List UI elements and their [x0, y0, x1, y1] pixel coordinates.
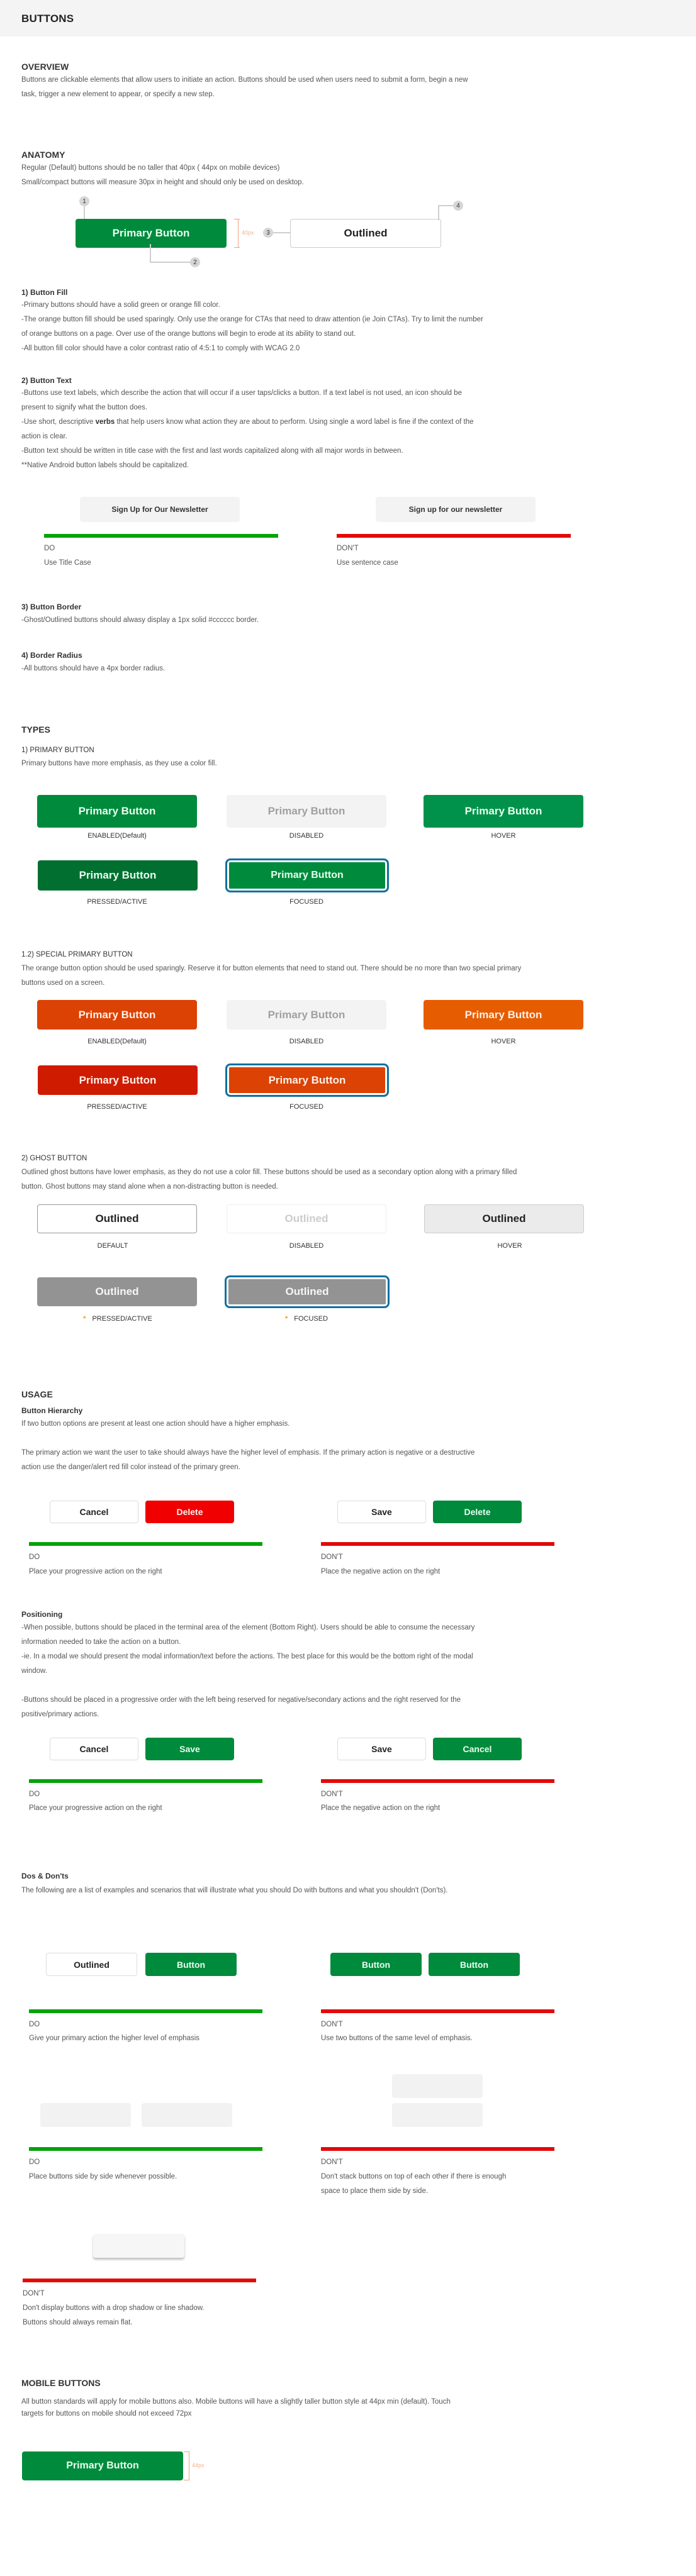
positioning-text [21, 1621, 663, 1679]
hierarchy-do-cancel-button[interactable]: Cancel [50, 1501, 138, 1523]
dont-bar [321, 1779, 554, 1783]
dont-bar [321, 2147, 554, 2151]
positioning-dont-save-button[interactable]: Save [337, 1738, 426, 1760]
state-label: * PRESSED/ACTIVE [83, 1315, 152, 1323]
dont-label: DON'T [321, 2158, 343, 2166]
special-pressed-button[interactable]: Primary Button [38, 1065, 198, 1095]
do-bar [29, 1542, 262, 1546]
hierarchy-dont-delete-button[interactable]: Delete [433, 1501, 522, 1523]
text-line: All button standards will apply for mobile buttons also. Mobile buttons will have a slightly taller button style at 44px min (default). Touch [21, 2398, 451, 2406]
do-label: DO [29, 2021, 40, 2028]
page-title: BUTTONS [21, 13, 74, 25]
shadow-button-example[interactable] [93, 2234, 184, 2258]
callout-line [438, 205, 439, 220]
text-line: action use the danger/alert red fill color instead of the primary green. [21, 1463, 240, 1471]
page-header [0, 0, 696, 36]
dont-text: Use two buttons of the same level of emphasis. [321, 2035, 473, 2042]
overview-line: task, trigger a new element to appear, or specify a new step. [21, 91, 215, 98]
overview-heading: OVERVIEW [21, 62, 69, 72]
button-fill-heading: 1) Button Fill [21, 288, 68, 297]
state-label: DISABLED [289, 1038, 324, 1045]
anatomy-line: Small/compact buttons will measure 30px in height and should only be used on desktop. [21, 179, 304, 186]
text-line: present to signify what the button does. [21, 404, 148, 411]
usage-heading: USAGE [21, 1389, 53, 1399]
anatomy-heading: ANATOMY [21, 150, 65, 160]
text-line: Don't display buttons with a drop shadow or line shadow. [23, 2304, 205, 2312]
text-line: of orange buttons on a page. Over use of the orange buttons will begin to erode at its ability to stand out. [21, 330, 356, 338]
special-enabled-button[interactable]: Primary Button [37, 1000, 197, 1030]
dont-label: DON'T [321, 1790, 343, 1798]
text-line: window. [21, 1667, 47, 1675]
text-line: -The orange button fill should be used sparingly. Only use the orange for CTAs that need to draw attention (ie Join CTAs). Try to limit the number [21, 316, 483, 323]
dont-bar [321, 2009, 554, 2013]
placeholder-button[interactable] [40, 2103, 131, 2127]
do-text: Use Title Case [44, 559, 91, 567]
text-line: -ie. In a modal we should present the modal information/text before the actions. The best place for this would be the bottom right of the modal [21, 1653, 473, 1660]
mobile-heading: MOBILE BUTTONS [21, 2378, 101, 2388]
text-line: -Use short, descriptive verbs that help users know what action they are about to perform. Using single a word label is fine if the context of the [21, 418, 474, 426]
measure-tick [234, 247, 240, 248]
text-line: action is clear. [21, 433, 67, 440]
anatomy-outlined-button[interactable]: Outlined [290, 219, 441, 248]
ex1-dont-button-1[interactable]: Button [330, 1953, 422, 1976]
ghost-button-heading: 2) GHOST BUTTON [21, 1155, 87, 1162]
hierarchy-text [21, 1446, 663, 1475]
do-text: Give your primary action the higher level of emphasis [29, 2035, 200, 2042]
placeholder-button-stacked[interactable] [392, 2103, 483, 2127]
positioning-do-cancel-button[interactable]: Cancel [50, 1738, 138, 1760]
state-label: HOVER [491, 832, 516, 840]
callout-1: 1 [79, 196, 89, 206]
button-text-text [21, 386, 651, 473]
positioning-do-save-button[interactable]: Save [145, 1738, 234, 1760]
text-line: -Buttons should be placed in a progressive order with the left being reserved for negative/secondary actions and the right reserved for the [21, 1696, 461, 1704]
special-disabled-button[interactable]: Primary Button [227, 1000, 386, 1030]
button-border-text: -Ghost/Outlined buttons should alwasy display a 1px solid #cccccc border. [21, 616, 259, 624]
ghost-disabled-button[interactable]: Outlined [227, 1204, 386, 1233]
state-label: DISABLED [289, 1242, 324, 1250]
mobile-primary-button[interactable]: Primary Button [22, 2451, 183, 2480]
state-label: FOCUSED [289, 1103, 323, 1111]
dont-text [23, 2301, 205, 2330]
special-focused-button[interactable]: Primary Button [228, 1066, 386, 1094]
text-line: The primary action we want the user to take should always have the higher level of emphasis. If the primary action is negative or a destructive [21, 1449, 475, 1457]
placeholder-button-stacked[interactable] [392, 2074, 483, 2098]
text-line: -Primary buttons should have a solid green or orange fill color. [21, 301, 220, 309]
state-label: ENABLED(Default) [87, 832, 147, 840]
anatomy-text [21, 161, 651, 190]
primary-hover-button[interactable]: Primary Button [424, 795, 583, 828]
measure-label: 44px [192, 2462, 205, 2468]
primary-button-desc: Primary buttons have more emphasis, as they use a color fill. [21, 760, 217, 767]
state-label: * FOCUSED [284, 1315, 328, 1323]
special-hover-button[interactable]: Primary Button [424, 1000, 583, 1030]
callout-line [438, 205, 454, 206]
hierarchy-dont-save-button[interactable]: Save [337, 1501, 426, 1523]
mobile-text [21, 2396, 663, 2420]
dont-label: DON'T [321, 1553, 343, 1561]
text-line: Don't stack buttons on top of each other if there is enough [321, 2173, 507, 2180]
asterisk-icon: * [284, 1315, 288, 1323]
do-label: DO [29, 1790, 40, 1798]
primary-disabled-button[interactable]: Primary Button [227, 795, 386, 828]
callout-2: 2 [190, 257, 200, 267]
text-line: space to place them side by side. [321, 2187, 429, 2195]
do-label: DO [44, 545, 55, 552]
anatomy-primary-button[interactable]: Primary Button [76, 219, 227, 248]
ghost-pressed-button[interactable]: Outlined [37, 1277, 197, 1306]
sentence-case-example-button[interactable]: Sign up for our newsletter [376, 497, 536, 522]
text-line: The orange button option should be used sparingly. Reserve it for button elements that need to stand out. There should be no more than two special primary [21, 965, 522, 972]
ex1-dont-button-2[interactable]: Button [429, 1953, 520, 1976]
state-label: PRESSED/ACTIVE [87, 1103, 147, 1111]
state-label: ENABLED(Default) [87, 1038, 147, 1045]
dont-text: Place the negative action on the right [321, 1568, 441, 1575]
overview-text [21, 73, 651, 102]
callout-4: 4 [453, 201, 463, 211]
do-bar [29, 2009, 262, 2013]
text-line: **Native Android button labels should be capitalized. [21, 462, 189, 469]
do-bar [44, 534, 278, 538]
text-line: information needed to take the action on a button. [21, 1638, 181, 1646]
positioning-text [21, 1693, 663, 1722]
dos-donts-desc: The following are a list of examples and scenarios that will illustrate what you should Do with buttons and what you shouldn't (Don'ts). [21, 1887, 448, 1894]
text-line: buttons used on a screen. [21, 979, 105, 987]
ghost-hover-button[interactable]: Outlined [424, 1204, 584, 1233]
ghost-focused-button[interactable]: Outlined [227, 1278, 387, 1306]
text-line: -Button text should be written in title case with the first and last words capitalized along with all major words in between. [21, 447, 403, 455]
dont-text [321, 2170, 506, 2199]
button-text-heading: 2) Button Text [21, 376, 72, 385]
state-label: HOVER [491, 1038, 516, 1045]
hierarchy-text: If two button options are present at least one action should have a higher emphasis. [21, 1420, 290, 1428]
positioning-dont-cancel-button[interactable]: Cancel [433, 1738, 522, 1760]
primary-pressed-button[interactable]: Primary Button [38, 860, 198, 891]
ex1-do-primary-button[interactable]: Button [145, 1953, 237, 1976]
state-label: PRESSED/ACTIVE [87, 898, 147, 906]
text-line: targets for buttons on mobile should not exceed 72px [21, 2410, 192, 2418]
primary-focused-button[interactable]: Primary Button [228, 861, 386, 890]
do-bar [29, 1779, 262, 1783]
text-line: Buttons should always remain flat. [23, 2319, 133, 2326]
asterisk-icon: * [83, 1315, 86, 1323]
ex1-do-outlined-button[interactable]: Outlined [46, 1953, 137, 1976]
text-line: -When possible, buttons should be placed in the terminal area of the element (Bottom Right). Users should be able to consume the necessary [21, 1624, 475, 1631]
hierarchy-heading: Button Hierarchy [21, 1406, 83, 1415]
state-label: DISABLED [289, 832, 324, 840]
button-border-heading: 3) Button Border [21, 602, 82, 611]
do-bar [29, 2147, 262, 2151]
dont-text: Use sentence case [337, 559, 398, 567]
measure-tick [184, 2451, 189, 2452]
border-radius-heading: 4) Border Radius [21, 651, 82, 660]
callout-line [273, 232, 291, 233]
overview-line: Buttons are clickable elements that allow users to initiate an action. Buttons should be used when users need to submit a form, begin a new [21, 76, 468, 84]
primary-enabled-button[interactable]: Primary Button [37, 795, 197, 828]
do-label: DO [29, 2158, 40, 2166]
primary-button-heading: 1) PRIMARY BUTTON [21, 747, 94, 754]
special-primary-heading: 1.2) SPECIAL PRIMARY BUTTON [21, 951, 133, 958]
border-radius-text: -All buttons should have a 4px border radius. [21, 665, 166, 672]
text-line: positive/primary actions. [21, 1711, 99, 1718]
dont-bar [23, 2279, 256, 2282]
ghost-button-desc [21, 1165, 663, 1194]
dont-label: DON'T [321, 2021, 343, 2028]
state-label: DEFAULT [97, 1242, 128, 1250]
callout-line [150, 244, 151, 263]
text-line: -All button fill color should have a color contrast ratio of 4:5:1 to comply with WCAG 2.0 [21, 345, 300, 352]
do-text: Place your progressive action on the right [29, 1804, 162, 1812]
do-label: DO [29, 1553, 40, 1561]
state-label: FOCUSED [289, 898, 323, 906]
state-label: HOVER [497, 1242, 522, 1250]
height-measure [238, 219, 239, 248]
anatomy-line: Regular (Default) buttons should be no taller that 40px ( 44px on mobile devices) [21, 164, 280, 172]
do-text: Place your progressive action on the right [29, 1568, 162, 1575]
button-fill-text [21, 298, 651, 356]
dos-donts-heading: Dos & Don'ts [21, 1872, 69, 1880]
types-heading: TYPES [21, 724, 50, 735]
dont-text: Place the negative action on the right [321, 1804, 441, 1812]
hierarchy-do-delete-button[interactable]: Delete [145, 1501, 234, 1523]
measure-label: 40px [242, 230, 254, 236]
dont-bar [321, 1542, 554, 1546]
callout-line [150, 262, 191, 263]
text-line: Outlined ghost buttons have lower emphasis, as they do not use a color fill. These buttons should be used as a secondary option along with a primary filled [21, 1169, 517, 1176]
title-case-example-button[interactable]: Sign Up for Our Newsletter [80, 497, 240, 522]
dont-bar [337, 534, 571, 538]
do-text: Place buttons side by side whenever possible. [29, 2173, 177, 2180]
dont-label: DON'T [23, 2290, 45, 2297]
placeholder-button[interactable] [142, 2103, 232, 2127]
dont-label: DON'T [337, 545, 359, 552]
text-line: button. Ghost buttons may stand alone when a non-distracting button is needed. [21, 1183, 278, 1191]
ghost-default-button[interactable]: Outlined [37, 1204, 197, 1233]
text-line: -Buttons use text labels, which describe the action that will occur if a user taps/clicks a button. If a text label is not used, an icon should be [21, 389, 462, 397]
callout-3: 3 [263, 228, 273, 238]
positioning-heading: Positioning [21, 1610, 63, 1619]
special-primary-desc [21, 962, 663, 991]
